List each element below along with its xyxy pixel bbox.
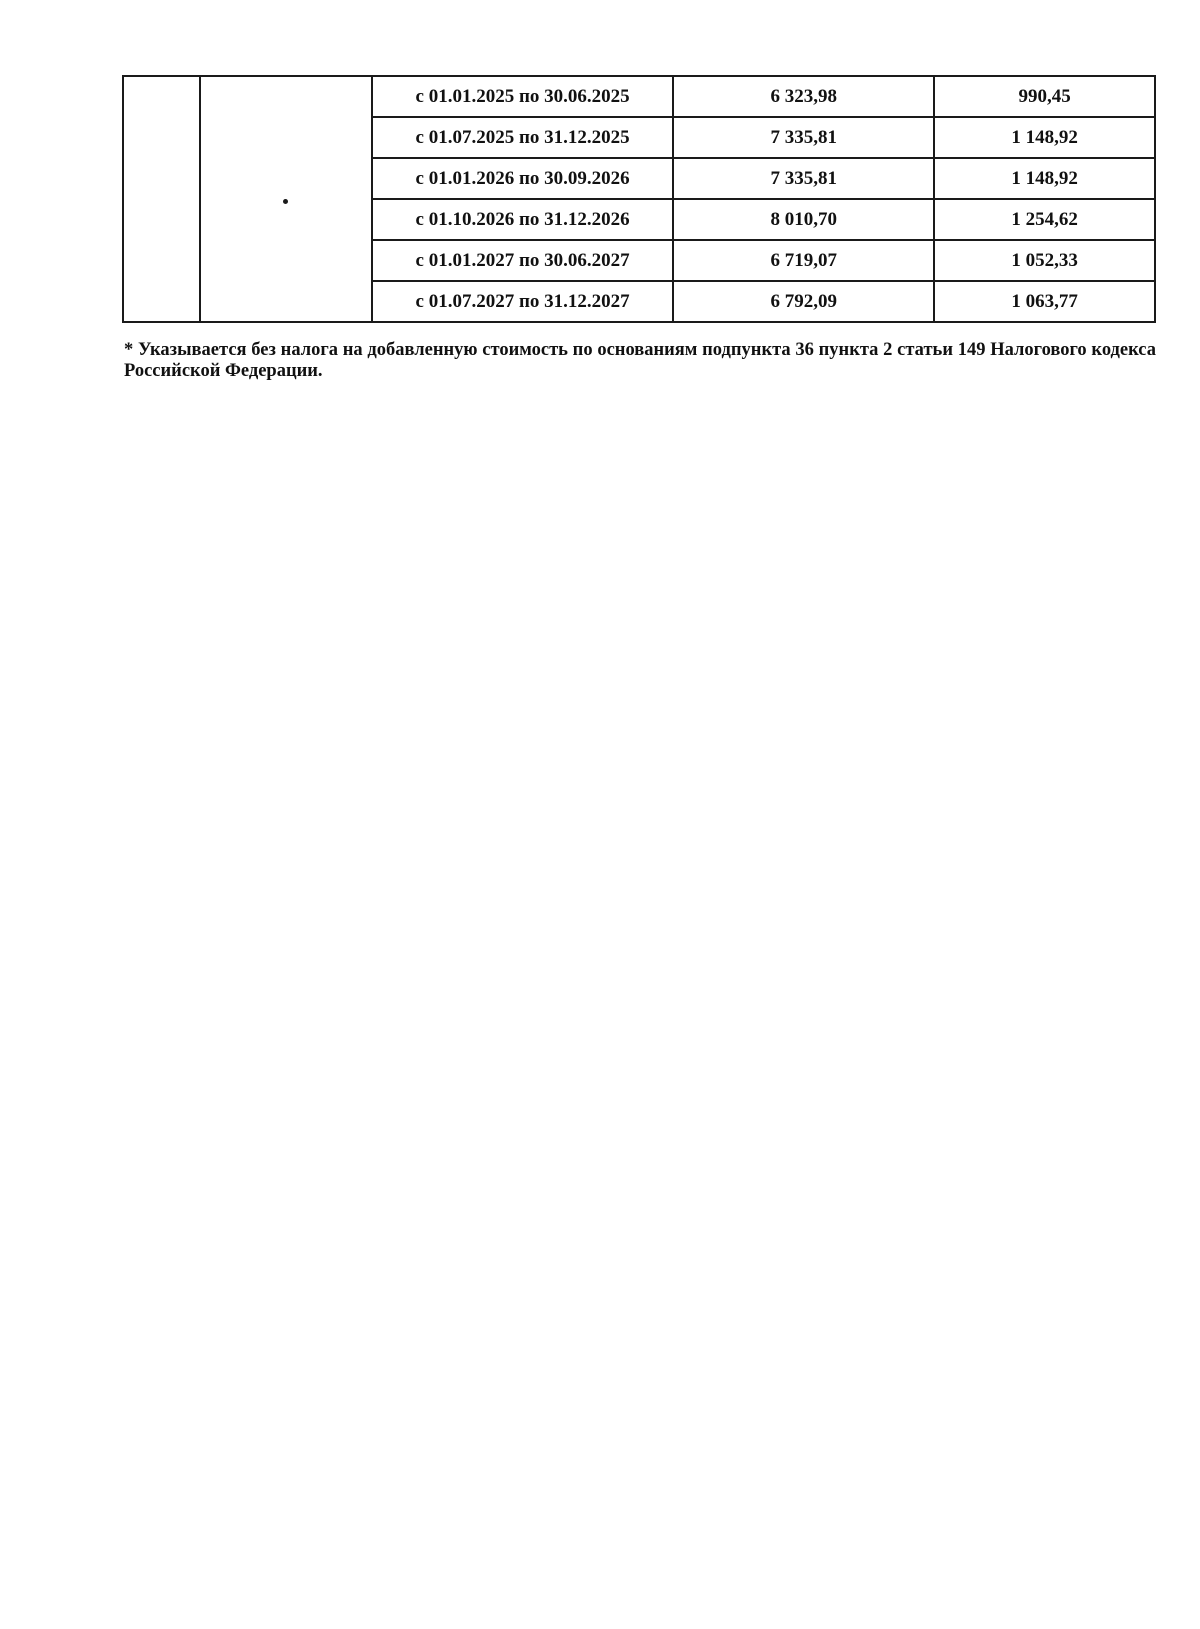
period-cell: с 01.01.2025 по 30.06.2025 — [372, 76, 673, 117]
period-cell: с 01.01.2026 по 30.09.2026 — [372, 158, 673, 199]
footnote: * Указывается без налога на добавленную стоимость по основаниям подпункта 36 пункта 2 статьи 149 Налогового кодекса Российской Федерации. — [124, 340, 1156, 381]
value-cell: 7 335,81 — [673, 117, 934, 158]
value-cell: 6 719,07 — [673, 240, 934, 281]
value-cell: 1 254,62 — [934, 199, 1155, 240]
value-cell: 1 148,92 — [934, 117, 1155, 158]
value-cell: 6 323,98 — [673, 76, 934, 117]
period-cell: с 01.07.2025 по 31.12.2025 — [372, 117, 673, 158]
merged-cell-number — [123, 76, 200, 322]
value-cell: 7 335,81 — [673, 158, 934, 199]
period-cell: с 01.01.2027 по 30.06.2027 — [372, 240, 673, 281]
period-cell: с 01.07.2027 по 31.12.2027 — [372, 281, 673, 322]
dot-mark — [283, 199, 288, 204]
value-cell: 6 792,09 — [673, 281, 934, 322]
value-cell: 1 063,77 — [934, 281, 1155, 322]
value-cell: 1 052,33 — [934, 240, 1155, 281]
value-cell: 1 148,92 — [934, 158, 1155, 199]
table-row — [123, 76, 1155, 117]
merged-cell-name — [200, 76, 372, 322]
value-cell: 990,45 — [934, 76, 1155, 117]
value-cell: 8 010,70 — [673, 199, 934, 240]
period-cell: с 01.10.2026 по 31.12.2026 — [372, 199, 673, 240]
tariff-table — [122, 75, 1156, 323]
